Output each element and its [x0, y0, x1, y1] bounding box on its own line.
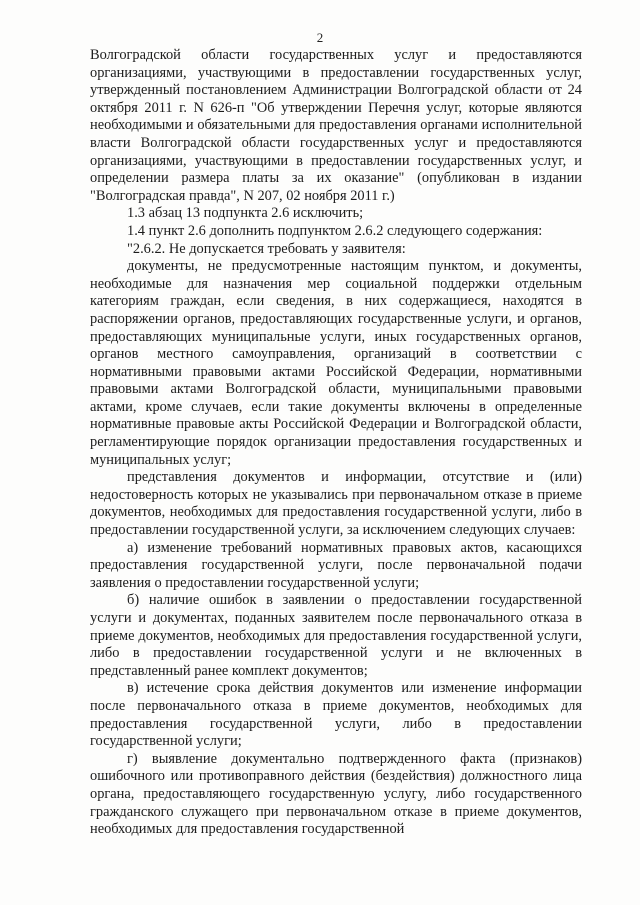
page-number: 2 — [316, 30, 324, 45]
paragraph-item-1-3: 1.3 абзац 13 подпункта 2.6 исключить; — [127, 205, 364, 222]
paragraph-clause-2-6-2: "2.6.2. Не допускается требовать у заявителя: — [127, 240, 406, 257]
paragraph-case-g: г) выявление документально подтвержденного факта (признаков) ошибочного или противоправного действия (бездействия) должностного лица органа, предоставляющего государственную услугу, либо государственного гражданского служащего при первоначальном отказе в приеме документов, необходимых для предоставления государственной — [90, 750, 582, 838]
paragraph-information: представления документов и информации, отсутствие и (или) недостоверность которых не указывались при первоначальном отказе в приеме документов, необходимых для предоставления государственной услуги, либо в предоставлении государственной услуги, за исключением следующих случаев: — [90, 469, 582, 539]
paragraph-continuation: Волгоградской области государственных услуг и предоставляются организациями, участвующими в предоставлении государственных услуг, утвержденный постановлением Администрации Волгоградской области от 24 октября 2011 г. N 626-п "Об утверждении Перечня услуг, которые являются необходимыми и обязательными для предоставления органами исполнительной власти Волгоградской области государственных услуг и предоставляются организациями, участвующими в предоставлении государственных услуг, и определении размера платы за их оказание" (опубликован в издании "Волгоградская правда", N 207, 02 ноября 2011 г.) — [90, 47, 582, 204]
paragraph-case-b: б) наличие ошибок в заявлении о предоставлении государственной услуги и документах, поданных заявителем после первоначального отказа в приеме документов, необходимых для предоставления государственной услуги, либо в предоставлении государственной услуги и не включенных в представленный ранее комплект документов; — [90, 592, 582, 679]
paragraph-case-a: а) изменение требований нормативных правовых актов, касающихся предоставления государственной услуги, после первоначальной подачи заявления о предоставлении государственной услуги; — [90, 539, 582, 591]
paragraph-case-v: в) истечение срока действия документов или изменение информации после первоначального отказа в приеме документов, необходимых для предоставления государственной услуги, либо в предоставлении государственной услуги; — [90, 680, 582, 750]
paragraph-item-1-4: 1.4 пункт 2.6 дополнить подпунктом 2.6.2 следующего содержания: — [127, 222, 543, 239]
paragraph-documents: документы, не предусмотренные настоящим пунктом, и документы, необходимые для назначения мер социальной поддержки отдельным категориям граждан, если сведения, в них содержащиеся, находятся в распоряжении органов, предоставляющих государственные услуги, и органов, предоставляющих муниципальные услуги, иных государственных органов, органов местного самоуправления, организаций в соответствии с нормативными правовыми актами Российской Федерации, нормативными правовыми актами Волгоградской области, муниципальными правовыми актами, кроме случаев, если такие документы включены в определенные нормативные правовые акты Российской Федерации и Волгоградской области, регламентирующие порядок организации предоставления государственных и муниципальных услуг; — [90, 258, 582, 468]
document-body — [90, 47, 582, 839]
